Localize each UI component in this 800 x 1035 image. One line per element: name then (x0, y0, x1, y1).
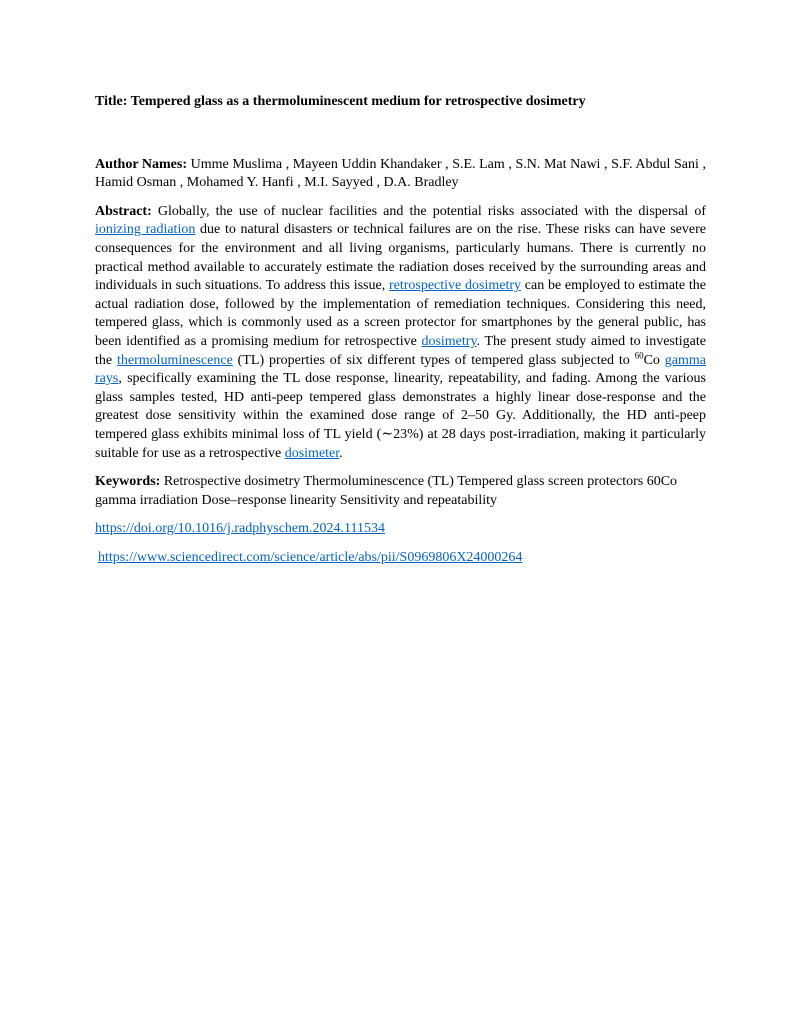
link-gamma-rays[interactable]: gamma rays (95, 352, 706, 387)
paper-title: Tempered glass as a thermoluminescent medium for retrospective dosimetry (130, 94, 586, 109)
keywords-label: Keywords: (95, 474, 161, 490)
doi-line (95, 520, 706, 539)
abstract-text-8: . (339, 445, 343, 461)
link-dosimeter[interactable]: dosimeter (284, 445, 340, 461)
link-retrospective-dosimetry[interactable]: retrospective dosimetry (388, 278, 522, 294)
isotope-superscript: 60 (634, 349, 644, 360)
sciencedirect-link[interactable]: https://www.sciencedirect.com/science/article/abs/pii/S0969806X24000264 (98, 549, 523, 565)
abstract-text-3: can be employed to estimate the actual radiation dose, followed by the implementation of remediation techniques. Considering this need, tempered glass, which is commonly used as a screen protector for smartphones by the general public, has been identified as a promising medium for retrospective (95, 278, 706, 349)
authors-label: Author Names: (95, 156, 188, 172)
abstract-text-4: . The present study aimed to investigate the (95, 333, 706, 368)
abstract-label: Abstract: (95, 203, 152, 219)
link-thermoluminescence[interactable]: thermoluminescence (116, 352, 233, 368)
author-names: Umme Muslima , Mayeen Uddin Khandaker , S.E. Lam , S.N. Mat Nawi , S.F. Abdul Sani , Hamid Osman , Mohamed Y. Hanfi , M.I. Sayyed , D.A. Bradley (95, 156, 707, 191)
link-ionizing-radiation[interactable]: ionizing radiation (95, 222, 196, 238)
title-label: Title: (95, 94, 128, 109)
authors-paragraph (95, 156, 706, 193)
keywords-paragraph (95, 473, 706, 510)
doi-link[interactable]: https://doi.org/10.1016/j.radphyschem.2024.111534 (95, 521, 385, 537)
abstract-text-1: Globally, the use of nuclear facilities and the potential risks associated with the dispersal of (151, 203, 706, 219)
link-dosimetry[interactable]: dosimetry (421, 333, 477, 349)
document-page (95, 93, 706, 577)
abstract-text-2: due to natural disasters or technical failures are on the rise. These risks can have severe consequences for the environment and all living organisms, particularly humans. There is currently no practical method available to accurately estimate the radiation doses received by the surrounding areas and individuals in such situations. To address this issue, (95, 222, 706, 294)
title-line (95, 93, 706, 112)
abstract-text-5: (TL) properties of six different types of tempered glass subjected to (232, 352, 635, 368)
abstract-text-6: Co (643, 352, 665, 368)
keywords-text: Retrospective dosimetry Thermoluminescence (TL) Tempered glass screen protectors 60Co gamma irradiation Dose–response linearity Sensitivity and repeatability (95, 474, 678, 508)
sciencedirect-line (95, 549, 706, 568)
abstract-text-7: , specifically examining the TL dose response, linearity, repeatability, and fading. Among the various glass samples tested, HD anti-peep tempered glass demonstrates a highly linear dose-response and the greatest dose sensitivity within the examined dose range of 2–50 Gy. Additionally, the HD anti-peep tempered glass exhibits minimal loss of TL yield (∼23%) at 28 days post-irradiation, making it particularly suitable for use as a retrospective (95, 371, 706, 461)
abstract-paragraph (95, 203, 706, 463)
